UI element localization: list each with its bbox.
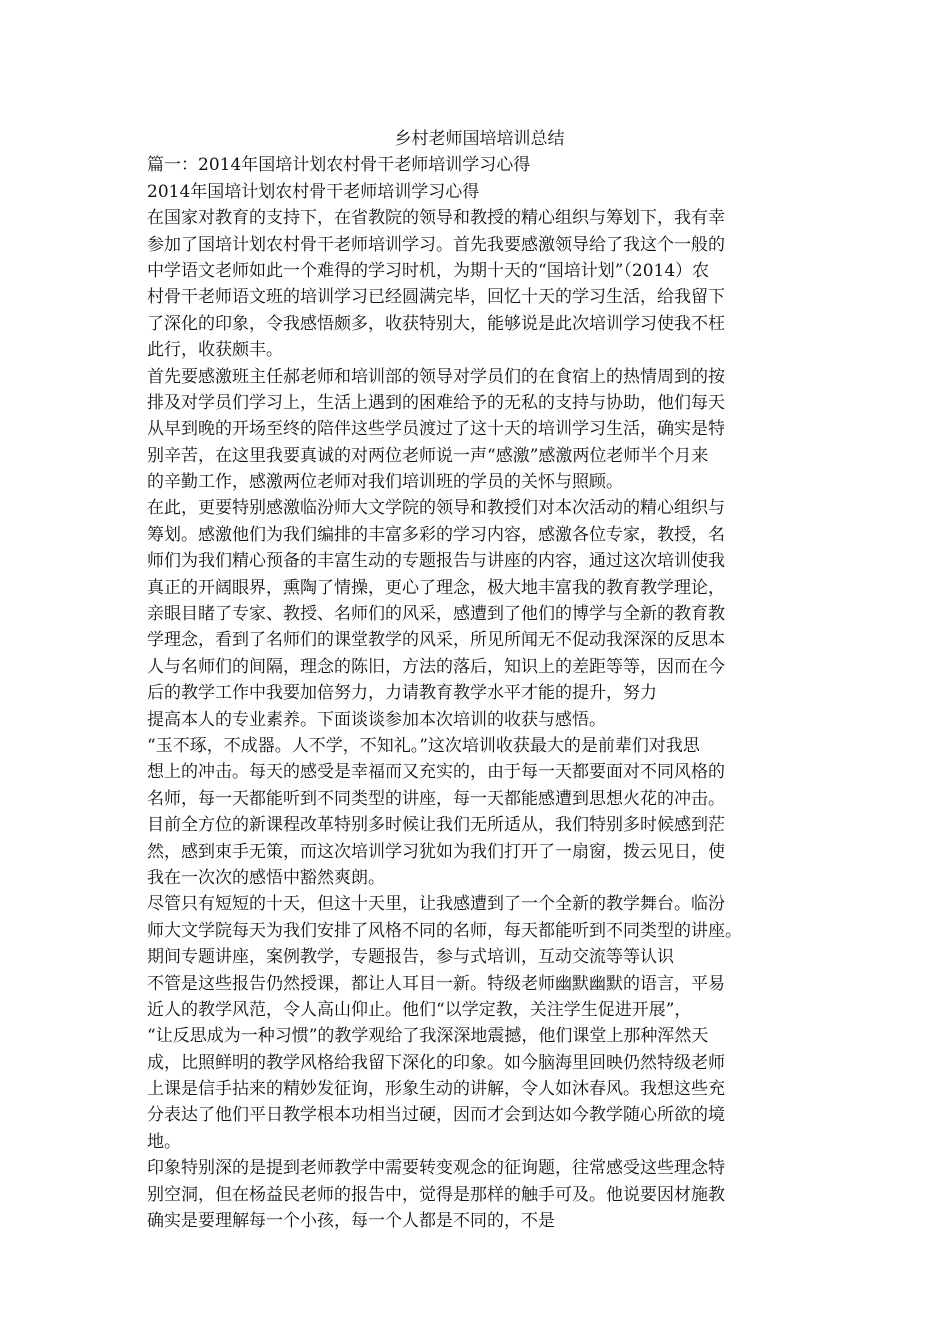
text-line: 提高本人的专业素养。下面谈谈参加本次培训的收获与感悟。 (147, 709, 606, 730)
document-title: 乡村老师国培培训总结 (394, 129, 565, 149)
text-line: 中学语文老师如此一个难得的学习时机，为期十天的“国培计划”（2014）农 (147, 260, 710, 281)
text-line: 的辛勤工作，感激两位老师对我们培训班的学员的关怀与照顾。 (147, 472, 623, 493)
text-line: 村骨干老师语文班的培训学习已经圆满完毕，回忆十天的学习生活，给我留下 (147, 287, 725, 308)
text-line: 首先要感激班主任郝老师和培训部的领导对学员们的在食宿上的热情周到的按 (147, 366, 725, 387)
text-line: 真正的开阔眼界，熏陶了情操，更心了理念，极大地丰富我的教育教学理论， (147, 577, 725, 598)
text-line: 篇一：2014年国培计划农村骨干老师培训学习心得 (147, 155, 531, 176)
text-line: 不管是这些报告仍然授课，都让人耳目一新。特级老师幽默幽默的语言，平易 (147, 973, 725, 994)
text-line: 筹划。感激他们为我们编排的丰富多彩的学习内容，感激各位专家，教授，名 (147, 524, 725, 545)
text-line: 亲眼目睹了专家、教授、名师们的风采，感遭到了他们的博学与全新的教育教 (147, 604, 725, 625)
text-line: 想上的冲击。每天的感受是幸福而又充实的，由于每一天都要面对不同风格的 (147, 762, 725, 783)
document-lines (147, 152, 812, 1234)
text-line: 排及对学员们学习上，生活上遇到的困难给予的无私的支持与协助，他们每天 (147, 392, 725, 413)
text-line: 成，比照鲜明的教学风格给我留下深化的印象。如今脑海里回映仍然特级老师 (147, 1052, 725, 1073)
text-line: 后的教学工作中我要加倍努力，力请教育教学水平才能的提升，努力 (147, 683, 657, 704)
text-line: 在国家对教育的支持下，在省教院的领导和教授的精心组织与筹划下，我有幸 (147, 208, 725, 229)
text-line: 我在一次次的感悟中豁然爽朗。 (147, 867, 385, 888)
text-line: 尽管只有短短的十天，但这十天里，让我感遭到了一个全新的教学舞台。临汾 (147, 894, 725, 915)
document-body (147, 126, 812, 1234)
text-line: 印象特别深的是提到老师教学中需要转变观念的征询题，往常感受这些理念特 (147, 1158, 725, 1179)
text-line: 人与名师们的间隔，理念的陈旧，方法的落后，知识上的差距等等，因而在今 (147, 656, 725, 677)
text-line: 参加了国培计划农村骨干老师培训学习。首先我要感激领导给了我这个一般的 (147, 234, 725, 255)
text-line: 确实是要理解每一个小孩，每一个人都是不同的，不是 (147, 1211, 555, 1232)
text-line: 目前全方位的新课程改革特别多时候让我们无所适从，我们特别多时候感到茫 (147, 815, 725, 836)
text-line: “让反思成为一种习惯”的教学观给了我深深地震撼，他们课堂上那种浑然天 (147, 1026, 709, 1047)
text-line: 期间专题讲座，案例教学，专题报告，参与式培训，互动交流等等认识 (147, 947, 674, 968)
text-line: 近人的教学风范，令人高山仰止。他们“以学定教，关注学生促进开展”， (147, 999, 692, 1020)
text-line: 了深化的印象，令我感悟颇多，收获特别大，能够说是此次培训学习使我不枉 (147, 313, 725, 334)
text-line: 此行，收获颇丰。 (147, 340, 283, 361)
text-line: 2014年国培计划农村骨干老师培训学习心得 (147, 181, 480, 202)
text-line: 分表达了他们平日教学根本功相当过硬，因而才会到达如今教学随心所欲的境 (147, 1105, 725, 1126)
text-line: 师们为我们精心预备的丰富生动的专题报告与讲座的内容，通过这次培训使我 (147, 551, 725, 572)
text-line: 别空洞，但在杨益民老师的报告中，觉得是那样的触手可及。他说要因材施教 (147, 1184, 725, 1205)
text-line: 上课是信手拈来的精妙发征询，形象生动的讲解，令人如沐春风。我想这些充 (147, 1079, 725, 1100)
text-line: 师大文学院每天为我们安排了风格不同的名师，每天都能听到不同类型的讲座。 (147, 920, 742, 941)
text-line: 从早到晚的开场至终的陪伴这些学员渡过了这十天的培训学习生活，确实是特 (147, 419, 725, 440)
text-line: 地。 (147, 1131, 181, 1152)
text-line: 在此，更要特别感激临汾师大文学院的领导和教授们对本次活动的精心组织与 (147, 498, 725, 519)
text-line: 然，感到束手无策，而这次培训学习犹如为我们打开了一扇窗，拨云见日，使 (147, 841, 725, 862)
text-line: 学理念，看到了名师们的课堂教学的风采，所见所闻无不促动我深深的反思本 (147, 630, 725, 651)
text-line: 名师，每一天都能听到不同类型的讲座，每一天都能感遭到思想火花的冲击。 (147, 788, 725, 809)
text-line: 别辛苦，在这里我要真诚的对两位老师说一声“感激”感激两位老师半个月来 (147, 445, 709, 466)
text-line: “玉不琢，不成器。人不学，不知礼。”这次培训收获最大的是前辈们对我思 (147, 735, 700, 756)
